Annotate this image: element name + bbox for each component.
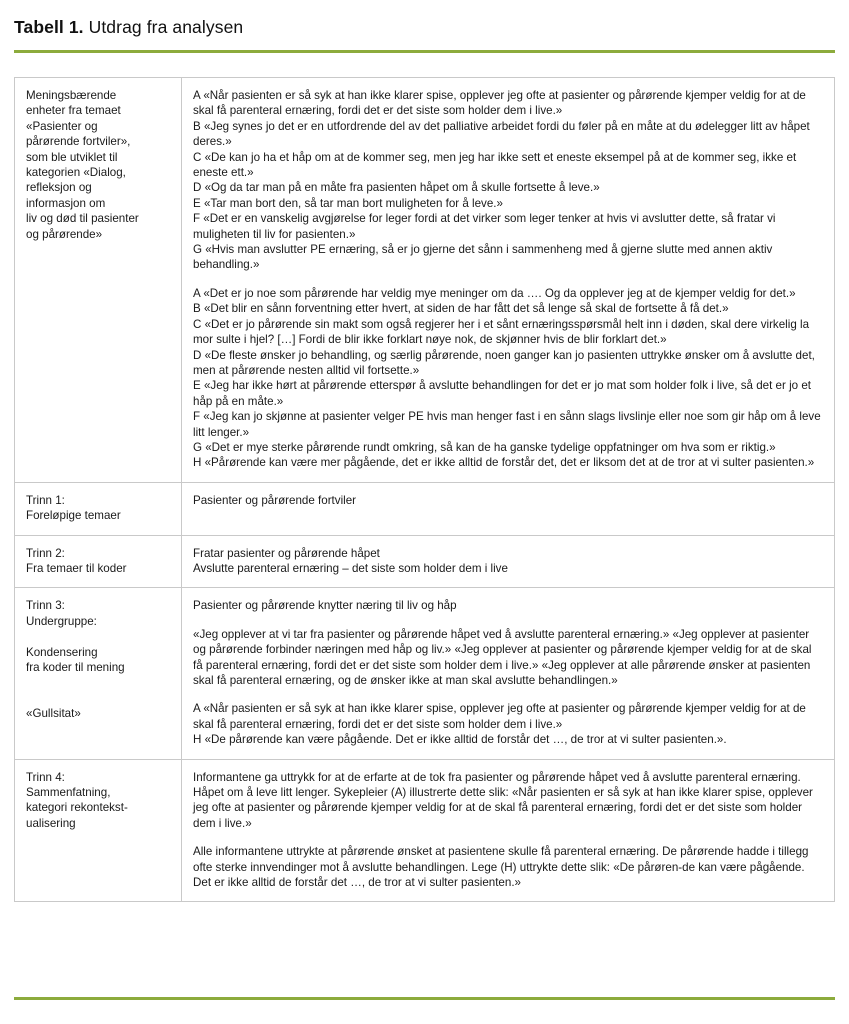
row-label-line: liv og død til pasienter (26, 212, 139, 226)
quote-line: Informantene ga uttrykk for at de erfarte at de tok fra pasienter og pårørende håpet ved å avslutte parenteral ernæring. Håpet om å leve litt lenger. Sykepleier (A) illustrerte dette slik: «Når pasienten er så syk at han ikke klarer spise, opplever jeg ofte at pasienter og pårørende kjemper veldig for at de skal få parenteral ernæring, fordi det er det siste som holder dem i live.» (193, 770, 813, 830)
quote-block (193, 493, 823, 508)
row-label-line: Undergruppe: (26, 614, 97, 628)
label-spacer (26, 691, 170, 706)
caption-text: Utdrag fra analysen (88, 17, 244, 37)
table-caption (14, 0, 835, 37)
quote-block (193, 598, 823, 613)
row-label-cell (15, 482, 182, 535)
quote-line: C «Det er jo pårørende sin makt som også regjerer her i et sånt ernæringsspørsmål helt inn i døden, skal dere virkelig la mor sulte i hjel? […] Fordi de blir ikke forklart nøye nok, de skjønner hvis de blir forklart det.» (193, 317, 810, 347)
row-label-line: som ble utviklet til (26, 150, 118, 164)
row-label-line: Trinn 3: (26, 599, 65, 613)
quote-block (193, 844, 823, 890)
row-content-cell (182, 78, 835, 483)
row-label-line: Foreløpige temaer (26, 509, 121, 523)
quote-line: C «De kan jo ha et håp om at de kommer seg, men jeg har ikke sett et eneste eksempel på at de kommer seg, ikke et eneste ett.» (193, 150, 797, 180)
row-label-line: refleksjon og (26, 181, 92, 195)
quote-line: E «Jeg har ikke hørt at pårørende etterspør å avslutte behandlingen for det er jo mat som holder folk i live, så det er jo et håp på en måte.» (193, 379, 812, 408)
table-row (15, 482, 835, 535)
row-label-line: pårørende fortviler», (26, 135, 131, 149)
quote-line: A «Det er jo noe som pårørende har veldig mye meninger om da …. Og da opplever jeg at de kjemper veldig for det.» (193, 286, 796, 300)
quote-line: F «Jeg kan jo skjønne at pasienter velger PE hvis man henger fast i en sånn slags livslinje eller noe som gir håp om å leve litt lenger.» (193, 410, 821, 439)
quote-block (193, 546, 823, 577)
quote-line: Avslutte parenteral ernæring – det siste som holder dem i live (193, 561, 508, 575)
row-content-cell (182, 482, 835, 535)
row-label-line: kategori rekontekst- (26, 801, 128, 815)
table-row (15, 535, 835, 588)
footer-rule (14, 997, 835, 1000)
quote-line: Alle informantene uttrykte at pårørende ønsket at pasientene skulle få parenteral ernæring. De pårørende hadde i tillegg ofte sterke innvendinger mot å avslutte behandlingen. Lege (H) uttrykte dette slik: «De pårøren-de kan være pågående. Det er ikke alltid de forstår det …, de tror at vi sulter pasienten.» (193, 845, 809, 890)
quote-line: G «Det er mye sterke pårørende rundt omkring, så kan de ha ganske tydelige oppfatninger om hva som er riktig.» (193, 440, 776, 454)
quote-line: B «Det blir en sånn forventning etter hvert, at siden de har fått det så lenge så skal de fortsette å få det.» (193, 302, 729, 316)
quote-line: A «Når pasienten er så syk at han ikke klarer spise, opplever jeg ofte at pasienter og pårørende kjemper veldig for at de skal få parenteral ernæring, fordi det er det siste som holder dem i live.» (193, 702, 806, 731)
table-row (15, 759, 835, 902)
quote-line: G «Hvis man avslutter PE ernæring, så er jo gjerne det sånn i sammenheng med å gjerne slutte med annen aktiv behandling.» (193, 243, 773, 272)
row-label-line: ualisering (26, 816, 76, 830)
row-content-cell (182, 759, 835, 902)
quote-line: Pasienter og pårørende knytter næring til liv og håp (193, 599, 457, 613)
quote-block (193, 88, 823, 273)
quote-line: A «Når pasienten er så syk at han ikke klarer spise, opplever jeg ofte at pasienter og pårørende kjemper veldig for at de skal få parenteral ernæring, fordi det er det siste som holder dem i live.» (193, 89, 806, 118)
row-content-cell (182, 535, 835, 588)
quote-line: D «De fleste ønsker jo behandling, og særlig pårørende, noen ganger kan jo pasienten uttrykke ønsker om å avslutte det, men at pårørende nesten alltid vil fortsette.» (193, 348, 815, 377)
quote-line: Pasienter og pårørende fortviler (193, 493, 357, 507)
row-content-cell (182, 588, 835, 759)
header-rule (14, 50, 835, 53)
table-row (15, 78, 835, 483)
label-spacer (26, 675, 170, 690)
quote-line: D «Og da tar man på en måte fra pasienten håpet om å skulle fortsette å leve.» (193, 181, 600, 195)
quote-line: H «De pårørende kan være pågående. Det er ikke alltid de forstår det …, de tror at vi sulter pasienten.». (193, 733, 727, 747)
row-label-line: «Pasienter og (26, 119, 98, 133)
quote-line: B «Jeg synes jo det er en utfordrende del av det palliative arbeidet fordi du føler på en måte at du ødelegger litt av håpet deres.» (193, 119, 810, 149)
label-spacer (26, 629, 170, 644)
quote-line: E «Tar man bort den, så tar man bort muligheten for å leve.» (193, 196, 503, 210)
row-label-line: Fra temaer til koder (26, 561, 127, 575)
quote-block (193, 286, 823, 471)
row-label-line: informasjon om (26, 196, 106, 210)
row-label-line: og pårørende» (26, 227, 103, 241)
quote-line: H «Pårørende kan være mer pågående, det er ikke alltid de forstår det, det er liksom det at de tror at vi sulter pasienten.» (193, 456, 815, 470)
table-body (15, 78, 835, 902)
row-label-cell (15, 588, 182, 759)
quote-block (193, 701, 823, 747)
caption-label: Tabell 1. (14, 17, 84, 37)
row-label-line: Kondensering (26, 645, 98, 659)
row-label-line: Sammenfatning, (26, 786, 111, 800)
quote-line: «Jeg opplever at vi tar fra pasienter og pårørende håpet ved å avslutte parenteral ernæring.» «Jeg opplever at pasienter og pårørende forbinder næringen med håp og liv.» «Jeg opplever at pasienter og pårørende kjemper veldig for at de skal få parenteral ernæring, fordi det er det siste som holder dem i live.» «Jeg opplever at alle pårørende ønsker at pasienten skal få parenteral ernæring, og de ønsker ikke at man skal avslutte behandlingen.» (193, 627, 812, 687)
row-label-line: enheter fra temaet (26, 104, 121, 118)
row-label-cell (15, 78, 182, 483)
analysis-table (14, 77, 835, 902)
quote-line: Fratar pasienter og pårørende håpet (193, 546, 380, 560)
row-label-line: Trinn 2: (26, 546, 65, 560)
quote-block (193, 627, 823, 689)
row-label-line: fra koder til mening (26, 660, 125, 674)
row-label-line: Trinn 1: (26, 493, 65, 507)
row-label-line: Trinn 4: (26, 770, 65, 784)
row-label-cell (15, 759, 182, 902)
quote-block (193, 770, 823, 832)
row-label-line: Meningsbærende (26, 89, 117, 102)
row-label-cell (15, 535, 182, 588)
row-label-line: kategorien «Dialog, (26, 166, 126, 180)
quote-line: F «Det er en vanskelig avgjørelse for leger fordi at det virker som leger tenker at hvis vi avslutter dette, så fratar vi muligheten til liv for pasienten.» (193, 212, 776, 241)
table-row (15, 588, 835, 759)
row-label-line: «Gullsitat» (26, 707, 81, 721)
